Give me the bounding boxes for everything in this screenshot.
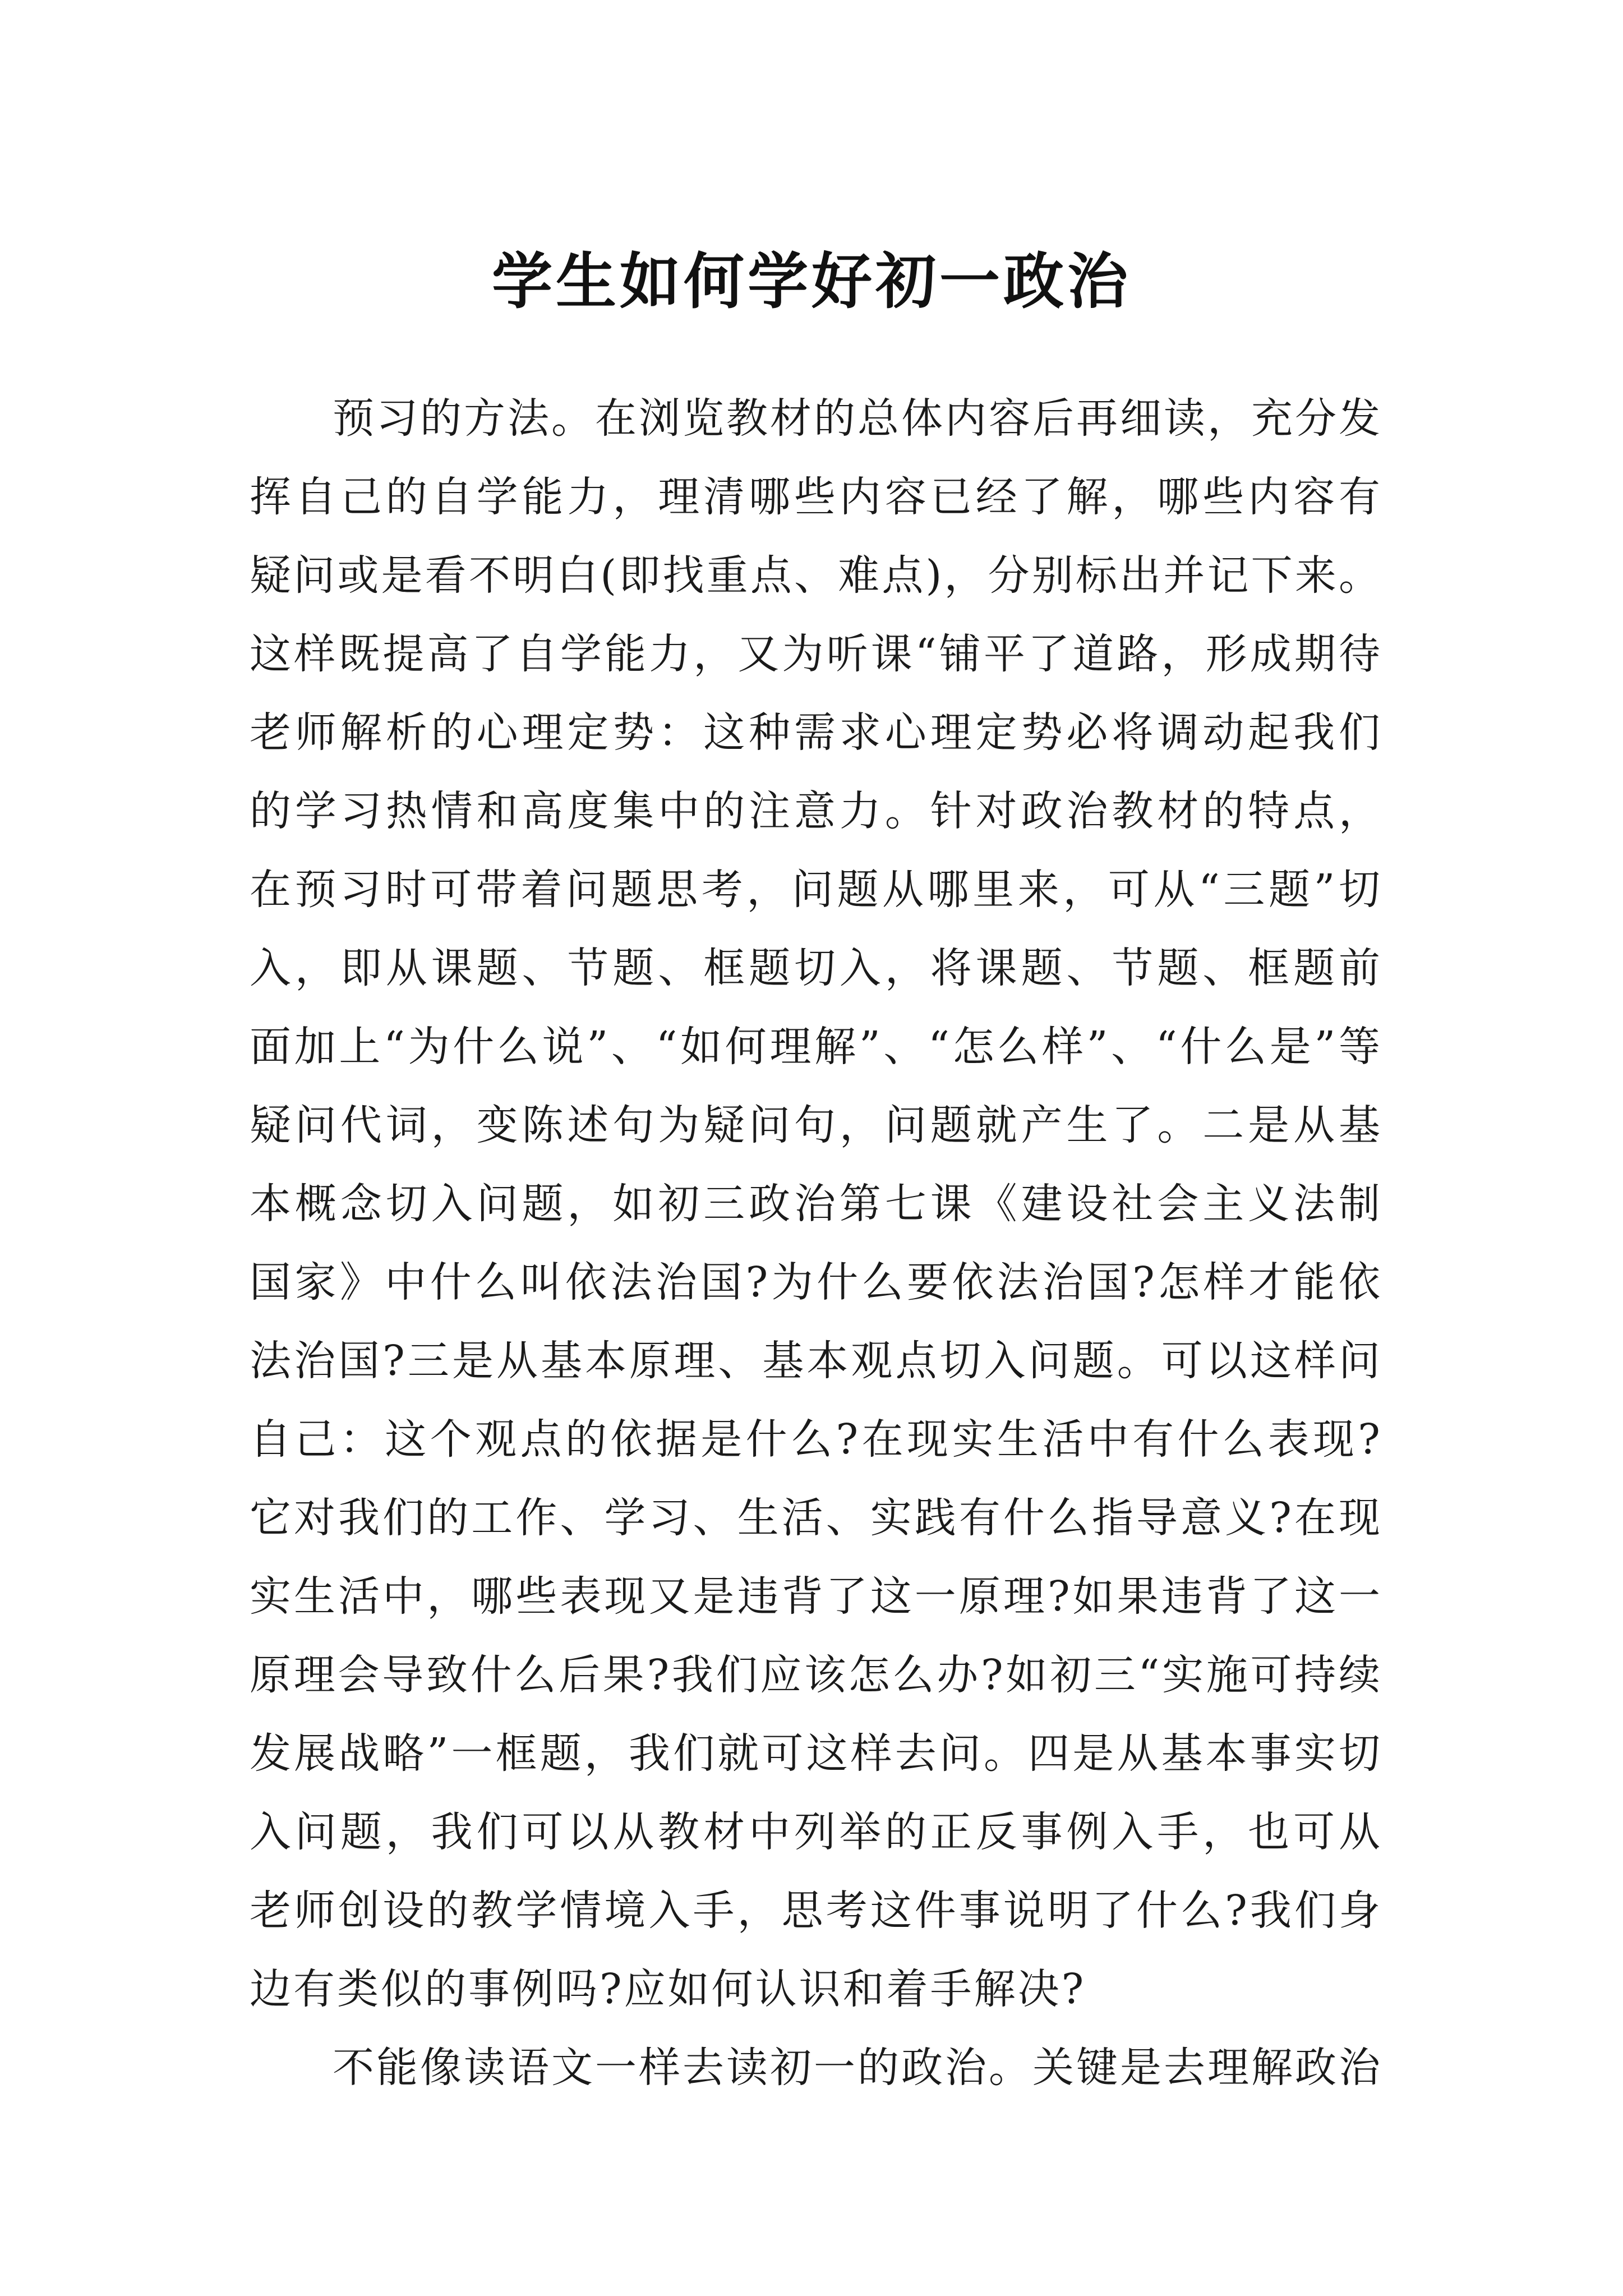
paragraph-reading-approach: 不能像读语文一样去读初一的政治。关键是去理解政治 [333, 2044, 1382, 2092]
document-title: 学生如何学好初一政治 [491, 246, 1131, 318]
paragraph-preview-method: 预习的方法。在浏览教材的总体内容后再细读，充分发挥自己的自学能力，理清哪些内容已经了解，哪些内容有疑问或是看不明白(即找重点、难点)，分别标出并记下来。这样既提高了自学能力，又为听课“铺平了道路，形成期待老师解析的心理定势：这种需求心理定势必将调动起我们的学习热情和高度集中的注意力。针对政治教材的特点，在预习时可带着问题思考，问题从哪里来，可从“三题”切入，即从课题、节题、框题切入，将课题、节题、框题前面加上“为什么说”、“如何理解”、“怎么样”、“什么是”等疑问代词，变陈述句为疑问句，问题就产生了。二是从基本概念切入问题，如初三政治第七课《建设社会主义法制国家》中什么叫依法治国?为什么要依法治国?怎样才能依法治国?三是从基本原理、基本观点切入问题。可以这样问自己：这个观点的依据是什么?在现实生活中有什么表现?它对我们的工作、学习、生活、实践有什么指导意义?在现实生活中，哪些表现又是违背了这一原理?如果违背了这一原理会导致什么后果?我们应该怎么办?如初三“实施可持续发展战略”一框题，我们就可这样去问。四是从基本事实切入问题，我们可以从教材中列举的正反事例入手，也可从老师创设的教学情境入手，思考这件事说明了什么?我们身边有类似的事例吗?应如何认识和着手解决? [250, 394, 1382, 2013]
document-body [250, 379, 1382, 2107]
